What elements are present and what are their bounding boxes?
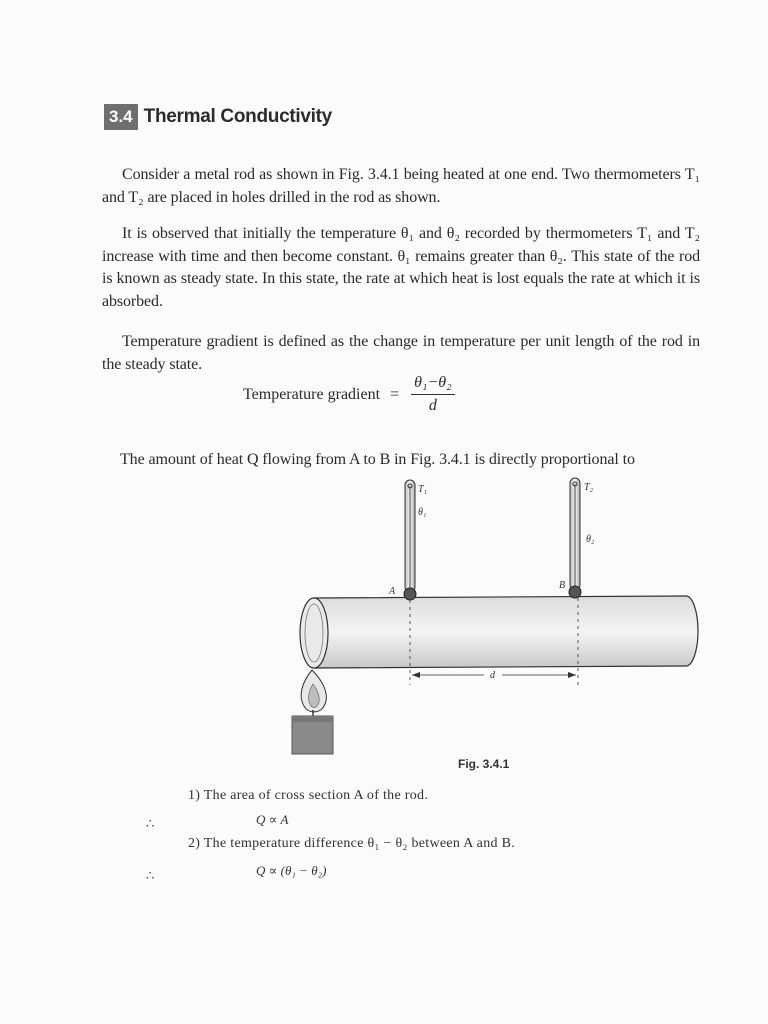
section-number: 3.4 bbox=[104, 104, 138, 130]
figure-caption: Fig. 3.4.1 bbox=[458, 757, 510, 771]
thermometer-t2 bbox=[569, 478, 581, 598]
temperature-gradient-equation bbox=[243, 374, 455, 415]
section-title: Thermal Conductivity bbox=[143, 106, 332, 127]
formula-area: Q ∝ A bbox=[256, 812, 289, 827]
therefore-symbol: ∴ bbox=[146, 816, 155, 831]
label-d: d bbox=[490, 670, 495, 681]
label-theta2: θ₂ bbox=[586, 534, 595, 545]
paragraph-gradient-definition: Temperature gradient is defined as the change in temperature per unit length of the rod in the steady state. bbox=[102, 333, 700, 373]
fraction bbox=[411, 374, 455, 415]
thermometer-t1 bbox=[404, 480, 416, 600]
paragraph-steady-state: It is observed that initially the temperature θ₁ and θ₂ recorded by thermometers T₁ and T₂ increase with time and then become constant. θ₁ remains greater than θ₂. This state of the rod is known as steady state. In this state, the rate at which heat is lost equals the rate at which it is absorbed. bbox=[102, 225, 700, 310]
label-t1: T₁ bbox=[418, 484, 428, 495]
paragraph-intro: Consider a metal rod as shown in Fig. 3.4.1 being heated at one end. Two thermometers T₁ and T₂ are placed in holes drilled in the rod as shown. bbox=[102, 166, 700, 206]
equation-label: Temperature gradient bbox=[243, 385, 381, 403]
equals-sign: = bbox=[390, 385, 400, 403]
section-heading bbox=[104, 104, 332, 130]
rod-heating-figure bbox=[280, 470, 720, 760]
list-item-area: 1) The area of cross section A of the rod. bbox=[188, 788, 429, 803]
fraction-denominator: d bbox=[428, 397, 437, 414]
therefore-symbol: ∴ bbox=[146, 868, 155, 883]
fraction-numerator: θ₁−θ₂ bbox=[411, 374, 455, 395]
label-a: A bbox=[389, 586, 396, 597]
flame-icon bbox=[301, 670, 326, 716]
formula-temperature: Q ∝ (θ₁ − θ₂) bbox=[256, 863, 327, 878]
label-t2: T₂ bbox=[584, 482, 594, 493]
metal-rod bbox=[300, 596, 698, 668]
list-item-temperature-difference: 2) The temperature difference θ₁ − θ₂ between A and B. bbox=[188, 836, 516, 851]
paragraph-heat-flow: The amount of heat Q flowing from A to B in Fig. 3.4.1 is directly proportional to bbox=[120, 451, 635, 468]
burner-icon bbox=[292, 716, 333, 754]
label-b: B bbox=[559, 580, 566, 591]
label-theta1: θ₁ bbox=[418, 507, 427, 518]
